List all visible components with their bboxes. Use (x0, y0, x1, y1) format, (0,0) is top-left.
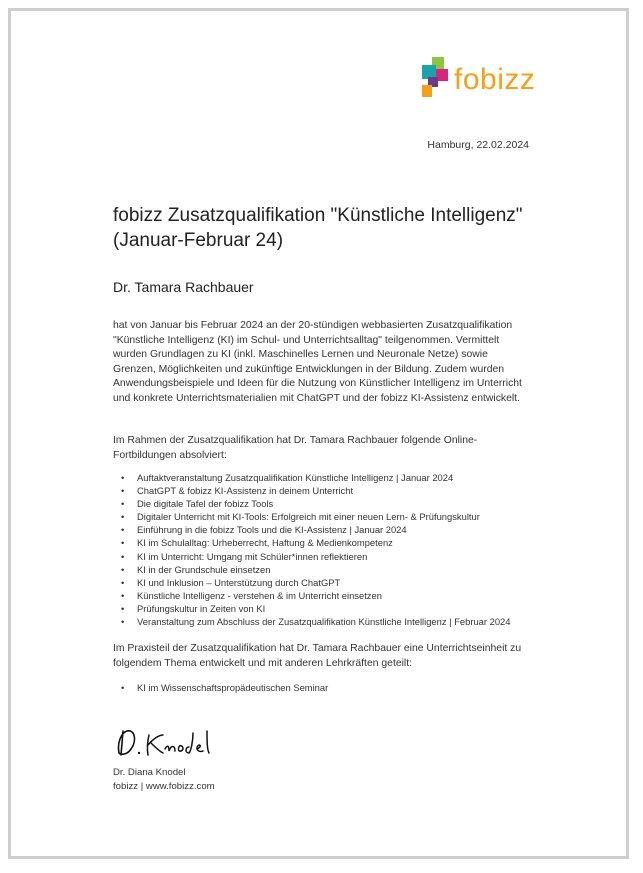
recipient-name: Dr. Tamara Rachbauer (113, 279, 254, 295)
course-list (113, 471, 543, 628)
fobizz-logo-mark-icon (418, 57, 458, 99)
fobizz-logo-text: fobizz (454, 63, 536, 96)
list-item: • KI im Unterricht: Umgang mit Schüler*innen reflektieren (113, 550, 543, 563)
list-item: • Veranstaltung zum Abschluss der Zusatzqualifikation Künstliche Intelligenz | Februar 2024 (113, 615, 543, 628)
list-item: • KI in der Grundschule einsetzen (113, 563, 543, 576)
title-line-1: fobizz Zusatzqualifikation "Künstliche Intelligenz" (113, 205, 523, 226)
issue-date: Hamburg, 22.02.2024 (427, 139, 529, 151)
list-item: • Einführung in die fobizz Tools und die KI-Assistenz | Januar 2024 (113, 523, 543, 536)
list-item: • KI im Wissenschaftspropädeutischen Seminar (113, 681, 543, 694)
signer-org: fobizz | www.fobizz.com (113, 780, 215, 792)
list-item: • Künstliche Intelligenz - verstehen & im Unterricht einsetzen (113, 589, 543, 602)
list-item: • Die digitale Tafel der fobizz Tools (113, 497, 543, 510)
practice-topic-list (113, 681, 543, 694)
fobizz-logo (418, 57, 536, 99)
title-line-2: (Januar-Februar 24) (113, 230, 284, 251)
list-item: • KI im Schulalltag: Urheberrecht, Haftung & Medienkompetenz (113, 536, 543, 549)
courses-intro-paragraph: Im Rahmen der Zusatzqualifikation hat Dr. Tamara Rachbauer folgende Online-Fortbildungen absolviert: (113, 435, 478, 461)
list-item: • Auftaktveranstaltung Zusatzqualifikation Künstliche Intelligenz | Januar 2024 (113, 471, 543, 484)
list-item: • Digitaler Unterricht mit KI-Tools: Erfolgreich mit einer neuen Lern- & Prüfungskultur (113, 510, 543, 523)
certificate-title (113, 203, 543, 253)
signer-block (113, 766, 215, 793)
handwritten-signature (113, 725, 223, 761)
list-item: • Prüfungskultur in Zeiten von KI (113, 602, 543, 615)
description-paragraph: hat von Januar bis Februar 2024 an der 20-stündigen webbasierten Zusatzqualifikation "Künstliche Intelligenz (KI) im Schul- und Unterrichtsalltag" teilgenommen. Vermittelt wurden Grundlagen zu KI (inkl. Maschinelles Lernen und Neuronale Netze) sowie Grenzen, Möglichkeiten und zukünftige Entwicklungen in der Bildung. Zudem wurden Anwendungsbeispiele und Ideen für die Nutzung von Künstlicher Intelligenz im Unterricht und konkrete Unterrichtsmaterialien mit ChatGPT und der fobizz KI-Assistenz entwickelt. (113, 320, 522, 404)
signer-name: Dr. Diana Knodel (113, 767, 186, 778)
practice-paragraph: Im Praxisteil der Zusatzqualifikation hat Dr. Tamara Rachbauer eine Unterrichtseinheit zu folgendem Thema entwickelt und mit anderen Lehrkräften geteilt: (113, 643, 522, 669)
list-item: • ChatGPT & fobizz KI-Assistenz in deinem Unterricht (113, 484, 543, 497)
list-item: • KI und Inklusion – Unterstützung durch ChatGPT (113, 576, 543, 589)
